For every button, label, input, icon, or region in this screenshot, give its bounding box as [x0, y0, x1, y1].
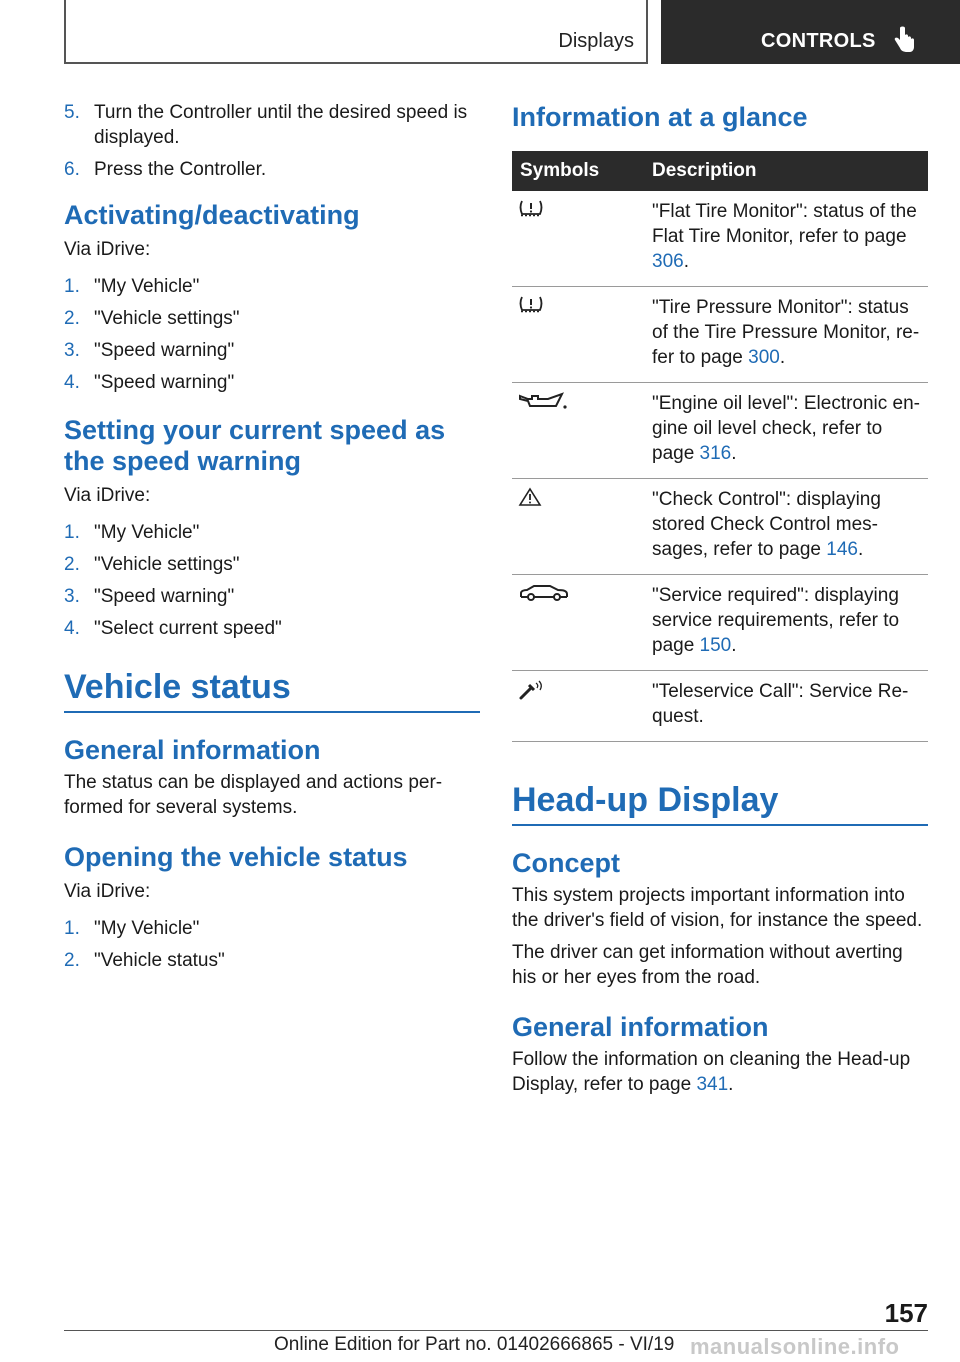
- left-column: [64, 100, 480, 980]
- table-row: [512, 479, 928, 575]
- concept-text-2: The driver can get information without averting his or her eyes from the road.: [512, 942, 903, 988]
- list-item: 6. Press the Controller.: [64, 159, 267, 180]
- header-section-box: [64, 0, 648, 64]
- right-column: [512, 100, 928, 1097]
- service-car-icon: [518, 587, 570, 608]
- page-reference-link[interactable]: 300: [748, 347, 780, 368]
- description-cell: "Teleservice Call": Service Re- quest.: [644, 671, 928, 742]
- list-item: 5. Turn the Controller until the desired speed is displayed.: [64, 102, 468, 148]
- activating-heading: Activating/deactivating: [64, 200, 360, 230]
- setting-speed-heading: Setting your current speed as the speed warning: [64, 415, 446, 476]
- page-reference-link[interactable]: 316: [699, 443, 732, 464]
- watermark-text: manualsonline.info: [690, 1334, 900, 1359]
- description-cell: "Flat Tire Monitor": status of the Flat Tire Monitor, refer to page 306.: [644, 191, 928, 287]
- pointing-hand-icon: [893, 26, 915, 59]
- footer-edition-text: Online Edition for Part no. 01402666865 - VI/19: [274, 1334, 675, 1355]
- header-section-title: Displays: [558, 30, 634, 52]
- general-information-text: The status can be displayed and actions per- formed for several systems.: [64, 772, 443, 818]
- symbols-table: [512, 151, 928, 742]
- list-item: 3. "Speed warning": [64, 340, 235, 361]
- via-idrive-text: Via iDrive:: [64, 239, 151, 260]
- description-cell: "Tire Pressure Monitor": status of the Tire Pressure Monitor, re- fer to page 300.: [644, 287, 928, 383]
- table-row: [512, 191, 928, 287]
- opening-steps-list: [64, 916, 480, 973]
- information-glance-heading: Information at a glance: [512, 102, 808, 132]
- head-up-display-heading: Head-up Display: [512, 780, 928, 826]
- page-number: 157: [884, 1298, 928, 1328]
- description-cell: "Check Control": displaying stored Check Control mes- sages, refer to page 146.: [644, 479, 928, 575]
- vehicle-status-heading: Vehicle status: [64, 667, 480, 713]
- setting-steps-list: [64, 520, 480, 641]
- general-information-heading: General information: [64, 735, 321, 765]
- description-cell: "Engine oil level": Electronic en- gine oil level check, refer to page 316.: [644, 383, 928, 479]
- list-item: 1. "My Vehicle": [64, 522, 200, 543]
- wrench-signal-icon: [518, 685, 548, 706]
- warning-triangle-icon: [518, 491, 542, 512]
- description-cell: "Service required": displaying service requirements, refer to page 150.: [644, 575, 928, 671]
- hud-general-information-heading: General information: [512, 1012, 769, 1042]
- table-row: [512, 671, 928, 742]
- page-reference-link[interactable]: 150: [699, 635, 732, 656]
- hud-general-information-text: Follow the information on cleaning the Head-up Display, refer to page 341.: [512, 1049, 911, 1095]
- via-idrive-text: Via iDrive:: [64, 881, 151, 902]
- list-item: 4. "Select current speed": [64, 618, 282, 639]
- flat-tire-icon: [518, 201, 544, 222]
- list-item: 2. "Vehicle settings": [64, 308, 240, 329]
- description-column-header: Description: [644, 151, 928, 191]
- page-reference-link[interactable]: 341: [696, 1074, 729, 1095]
- footer-divider: [64, 1330, 928, 1331]
- list-item: 4. "Speed warning": [64, 372, 235, 393]
- list-item: 3. "Speed warning": [64, 586, 235, 607]
- table-row: [512, 575, 928, 671]
- steps-top-list: [64, 100, 480, 182]
- via-idrive-text: Via iDrive:: [64, 485, 151, 506]
- page-reference-link[interactable]: 306: [652, 251, 684, 272]
- oil-can-icon: [518, 395, 570, 416]
- page-reference-link[interactable]: 146: [826, 539, 858, 560]
- tire-pressure-icon: [518, 297, 544, 318]
- table-header-row: [512, 151, 928, 191]
- header-chapter-title: CONTROLS: [761, 30, 876, 52]
- list-item: 2. "Vehicle settings": [64, 554, 240, 575]
- activating-steps-list: [64, 274, 480, 395]
- table-row: [512, 287, 928, 383]
- header-chapter-box: [661, 0, 960, 64]
- symbols-column-header: Symbols: [512, 151, 644, 191]
- opening-status-heading: Opening the vehicle status: [64, 842, 408, 872]
- list-item: 1. "My Vehicle": [64, 918, 200, 939]
- concept-text-1: This system projects important information into the driver's field of vision, for instance the speed.: [512, 885, 923, 931]
- concept-heading: Concept: [512, 848, 620, 878]
- list-item: 1. "My Vehicle": [64, 276, 200, 297]
- list-item: 2. "Vehicle status": [64, 950, 225, 971]
- table-row: [512, 383, 928, 479]
